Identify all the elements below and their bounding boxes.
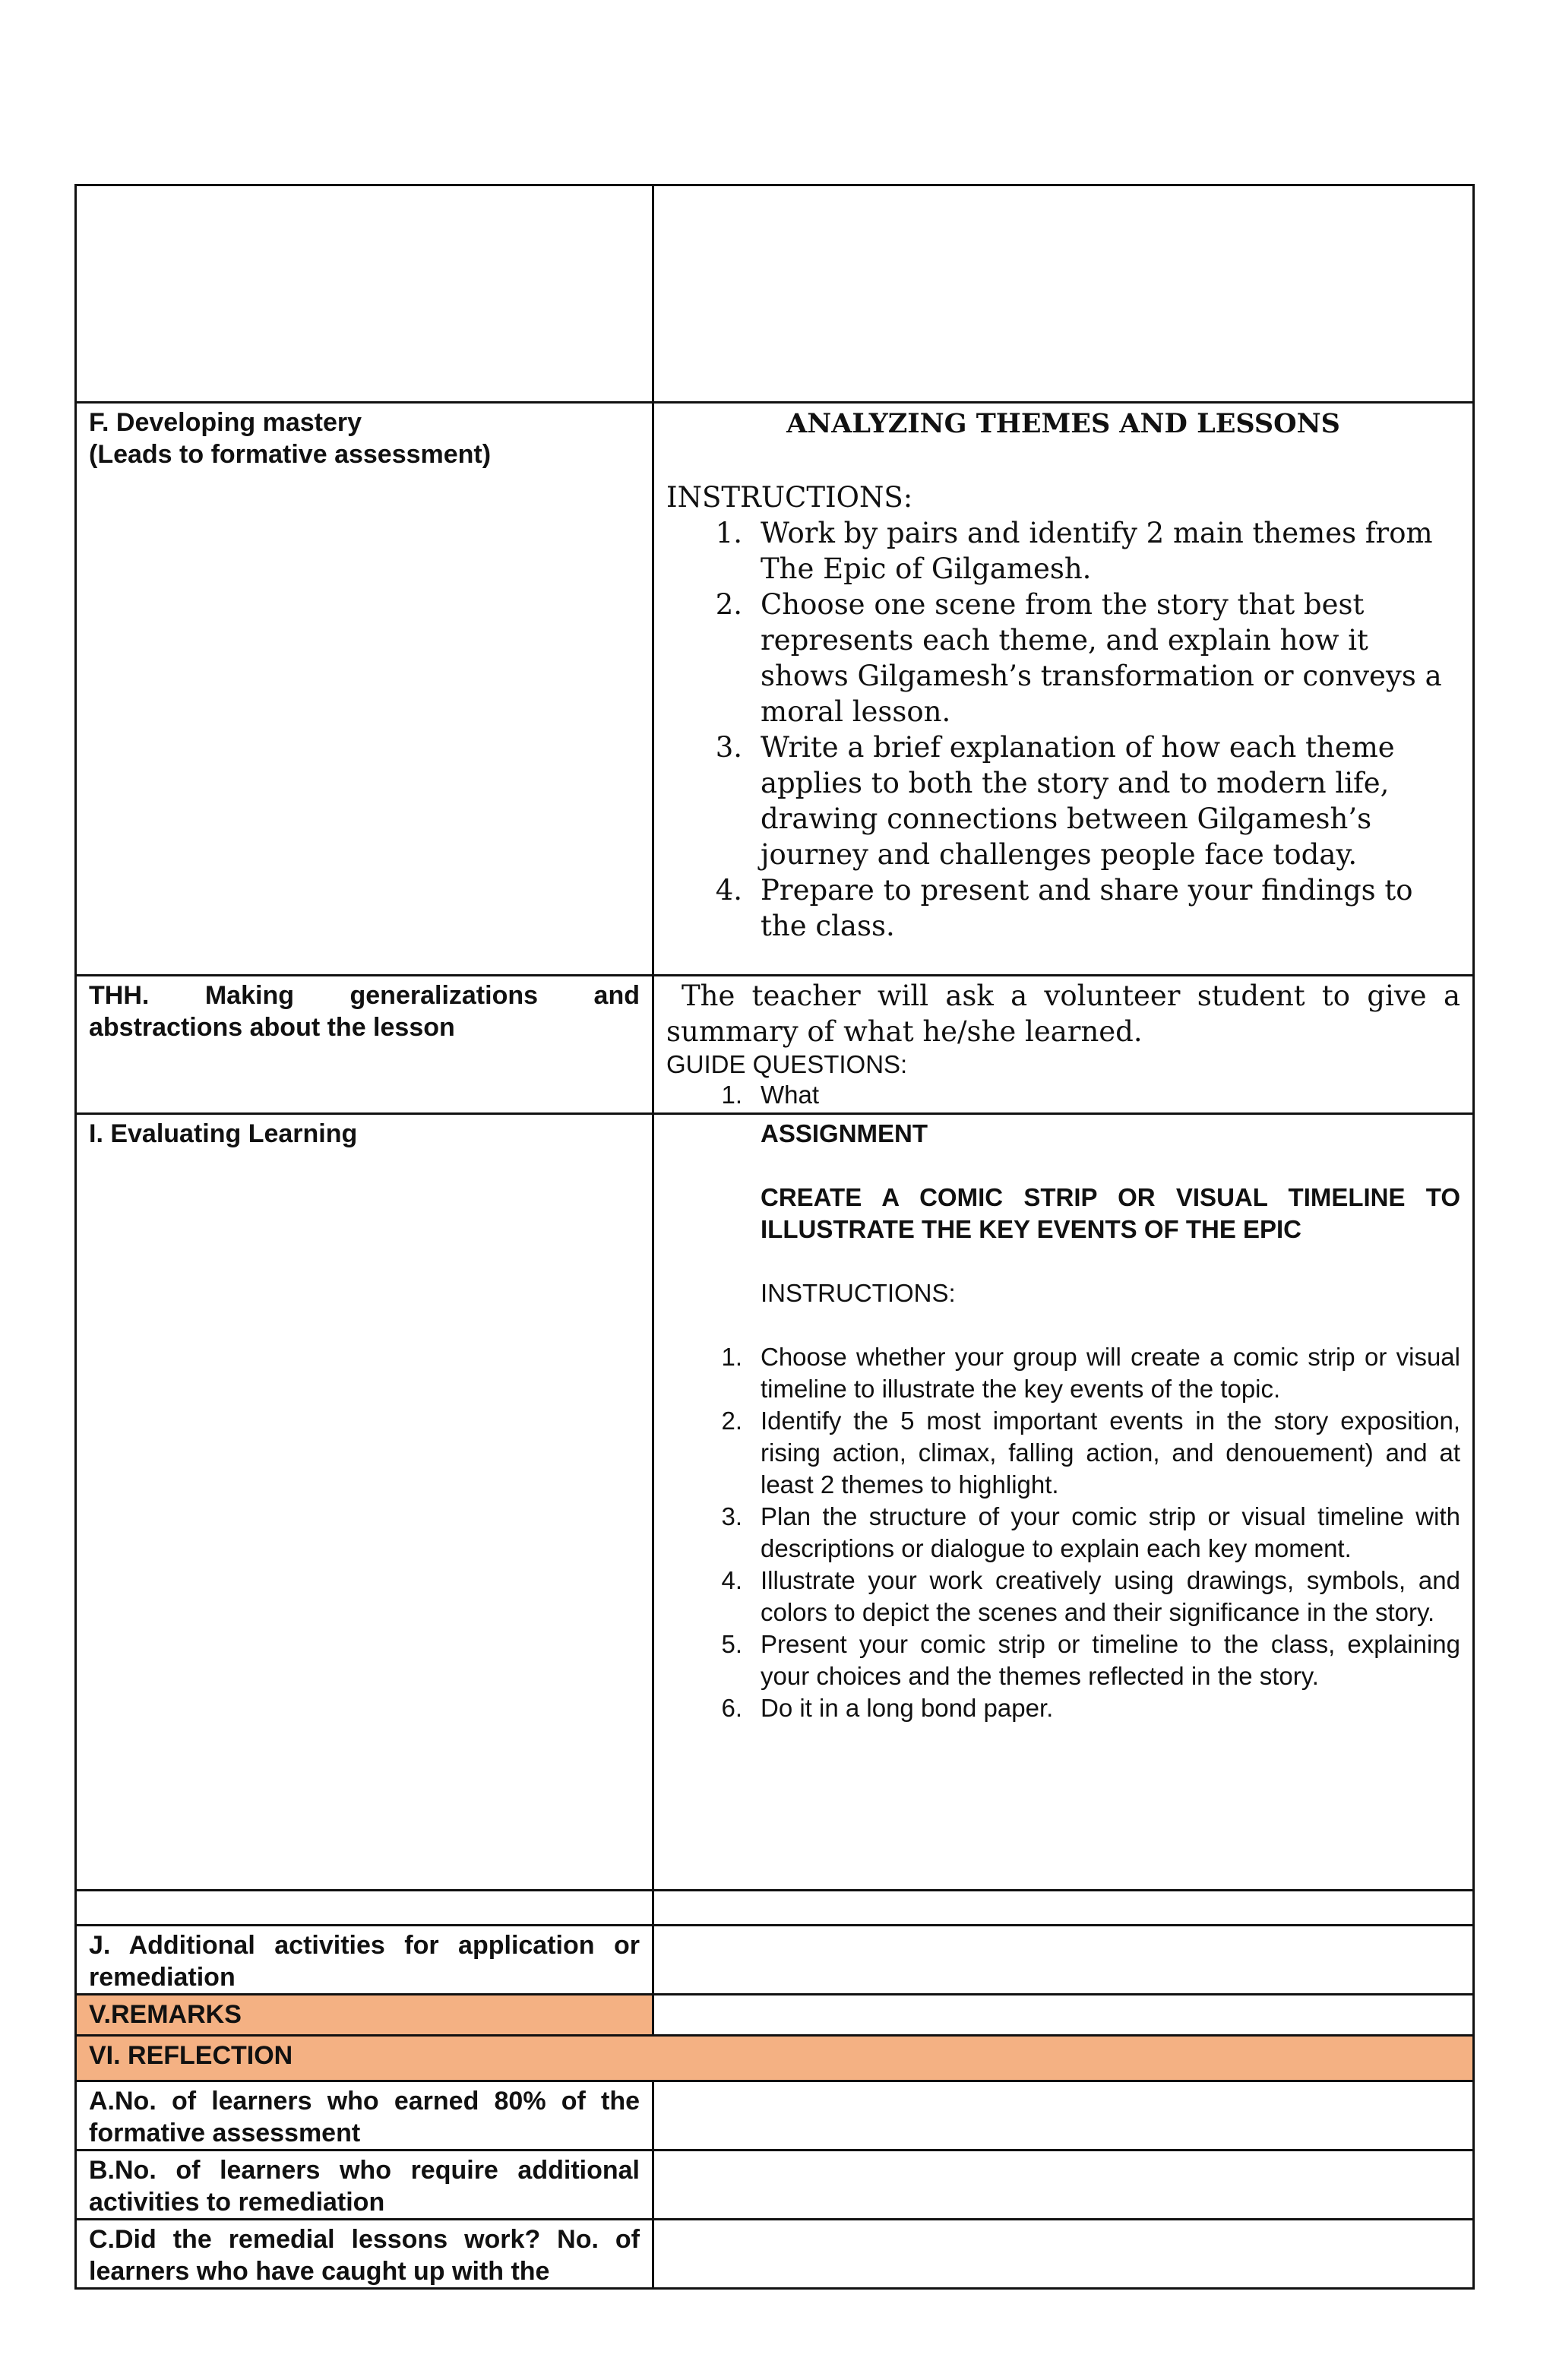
assignment-heading: ASSIGNMENT [761, 1119, 928, 1147]
empty-cell [653, 1926, 1474, 1995]
list-item-text: Illustrate your work creatively using drawings, symbols, and colors to depict the scenes and their significance in the story. [761, 1566, 1460, 1626]
list-item-number: 2. [721, 1407, 742, 1435]
list-item-number: 4. [715, 874, 742, 907]
list-item-text: Prepare to present and share your findings to the class. [761, 874, 1413, 942]
assignment-cell [653, 1114, 1474, 1891]
row-developing-mastery [76, 403, 1474, 976]
empty-cell [653, 1891, 1474, 1926]
row-generalizations [76, 976, 1474, 1114]
section-label-remarks: V.REMARKS [76, 1995, 653, 2036]
list-item-number: 4. [721, 1566, 742, 1594]
empty-cell [653, 2081, 1474, 2151]
list-item [666, 1341, 1460, 1405]
list-item-text: What [761, 1081, 820, 1109]
empty-cell [653, 2220, 1474, 2289]
list-item-text: Plan the structure of your comic strip or visual timeline with descriptions or dialogue to explain each key moment. [761, 1502, 1460, 1562]
row-additional-activities [76, 1926, 1474, 1995]
lesson-plan-table [74, 184, 1475, 2290]
guide-list [666, 1080, 1460, 1110]
list-item-number: 3. [721, 1502, 742, 1530]
list-item-text: Identify the 5 most important events in the story exposition, rising action, climax, falling action, and denouement) and at least 2 themes to highlight. [761, 1407, 1460, 1499]
list-item-number: 5. [721, 1630, 742, 1658]
empty-cell [653, 185, 1474, 403]
list-item-text: Work by pairs and identify 2 main themes from The Epic of Gilgamesh. [761, 517, 1433, 585]
guide-heading: GUIDE QUESTIONS: [666, 1050, 908, 1078]
label-line: (Leads to formative assessment) [89, 440, 492, 469]
list-item [666, 1565, 1460, 1628]
list-item [666, 515, 1460, 587]
assignment-instructions-list [666, 1341, 1460, 1724]
row-label: C.Did the remedial lessons work? No. of learners who have caught up with the [76, 2220, 653, 2289]
instructions-heading: INSTRUCTIONS: [666, 481, 913, 514]
empty-row [76, 1891, 1474, 1926]
row-label: J. Additional activities for application or remediation [76, 1926, 653, 1995]
activity-title: ANALYZING THEMES AND LESSONS [786, 408, 1340, 439]
empty-top-row [76, 185, 1474, 403]
label-line: F. Developing mastery [89, 408, 362, 437]
row-remedial-lessons [76, 2220, 1474, 2289]
empty-cell [76, 1891, 653, 1926]
row-reflection [76, 2036, 1474, 2081]
list-item-text: Present your comic strip or timeline to the class, explaining your choices and the themes reflected in the story. [761, 1630, 1460, 1690]
instructions-list [666, 515, 1460, 944]
activity-cell [653, 403, 1474, 976]
list-item [666, 730, 1460, 872]
assignment-title: CREATE A COMIC STRIP OR VISUAL TIMELINE TO ILLUSTRATE THE KEY EVENTS OF THE EPIC [761, 1183, 1460, 1243]
list-item [666, 1405, 1460, 1501]
generalization-text: The teacher will ask a volunteer student to give a summary of what he/she learned. [666, 980, 1460, 1048]
row-label: A.No. of learners who earned 80% of the formative assessment [76, 2081, 653, 2151]
list-item [666, 1692, 1460, 1724]
label-line: THH. Making generalizations and [89, 981, 640, 1010]
section-label-reflection: VI. REFLECTION [76, 2036, 1474, 2081]
empty-cell [653, 2151, 1474, 2220]
row-label [76, 403, 653, 976]
list-item [666, 1628, 1460, 1692]
list-item-text: Choose whether your group will create a comic strip or visual timeline to illustrate the key events of the topic. [761, 1343, 1460, 1403]
list-item-number: 6. [721, 1694, 742, 1722]
list-item-number: 2. [715, 588, 742, 621]
row-evaluating-learning [76, 1114, 1474, 1891]
list-item-text: Write a brief explanation of how each theme applies to both the story and to modern life, drawing connections between Gilgamesh’s journey and challenges people face today. [761, 731, 1395, 871]
empty-cell [76, 185, 653, 403]
row-learners-80 [76, 2081, 1474, 2151]
list-item [666, 1080, 1460, 1110]
empty-cell [653, 1995, 1474, 2036]
label-line: abstractions about the lesson [89, 1013, 455, 1042]
list-item [666, 872, 1460, 944]
instructions-heading: INSTRUCTIONS: [761, 1279, 956, 1307]
list-item [666, 1501, 1460, 1565]
list-item-number: 1. [715, 517, 742, 549]
row-label: I. Evaluating Learning [76, 1114, 653, 1891]
row-label: B.No. of learners who require additional activities to remediation [76, 2151, 653, 2220]
list-item-number: 1. [721, 1081, 742, 1109]
list-item-number: 1. [721, 1343, 742, 1371]
list-item [666, 587, 1460, 730]
row-label [76, 976, 653, 1114]
row-learners-remediation [76, 2151, 1474, 2220]
row-remarks [76, 1995, 1474, 2036]
list-item-number: 3. [715, 731, 742, 764]
list-item-text: Choose one scene from the story that best represents each theme, and explain how it shows Gilgamesh’s transformation or conveys a moral lesson. [761, 588, 1442, 728]
generalization-cell [653, 976, 1474, 1114]
list-item-text: Do it in a long bond paper. [761, 1694, 1054, 1722]
